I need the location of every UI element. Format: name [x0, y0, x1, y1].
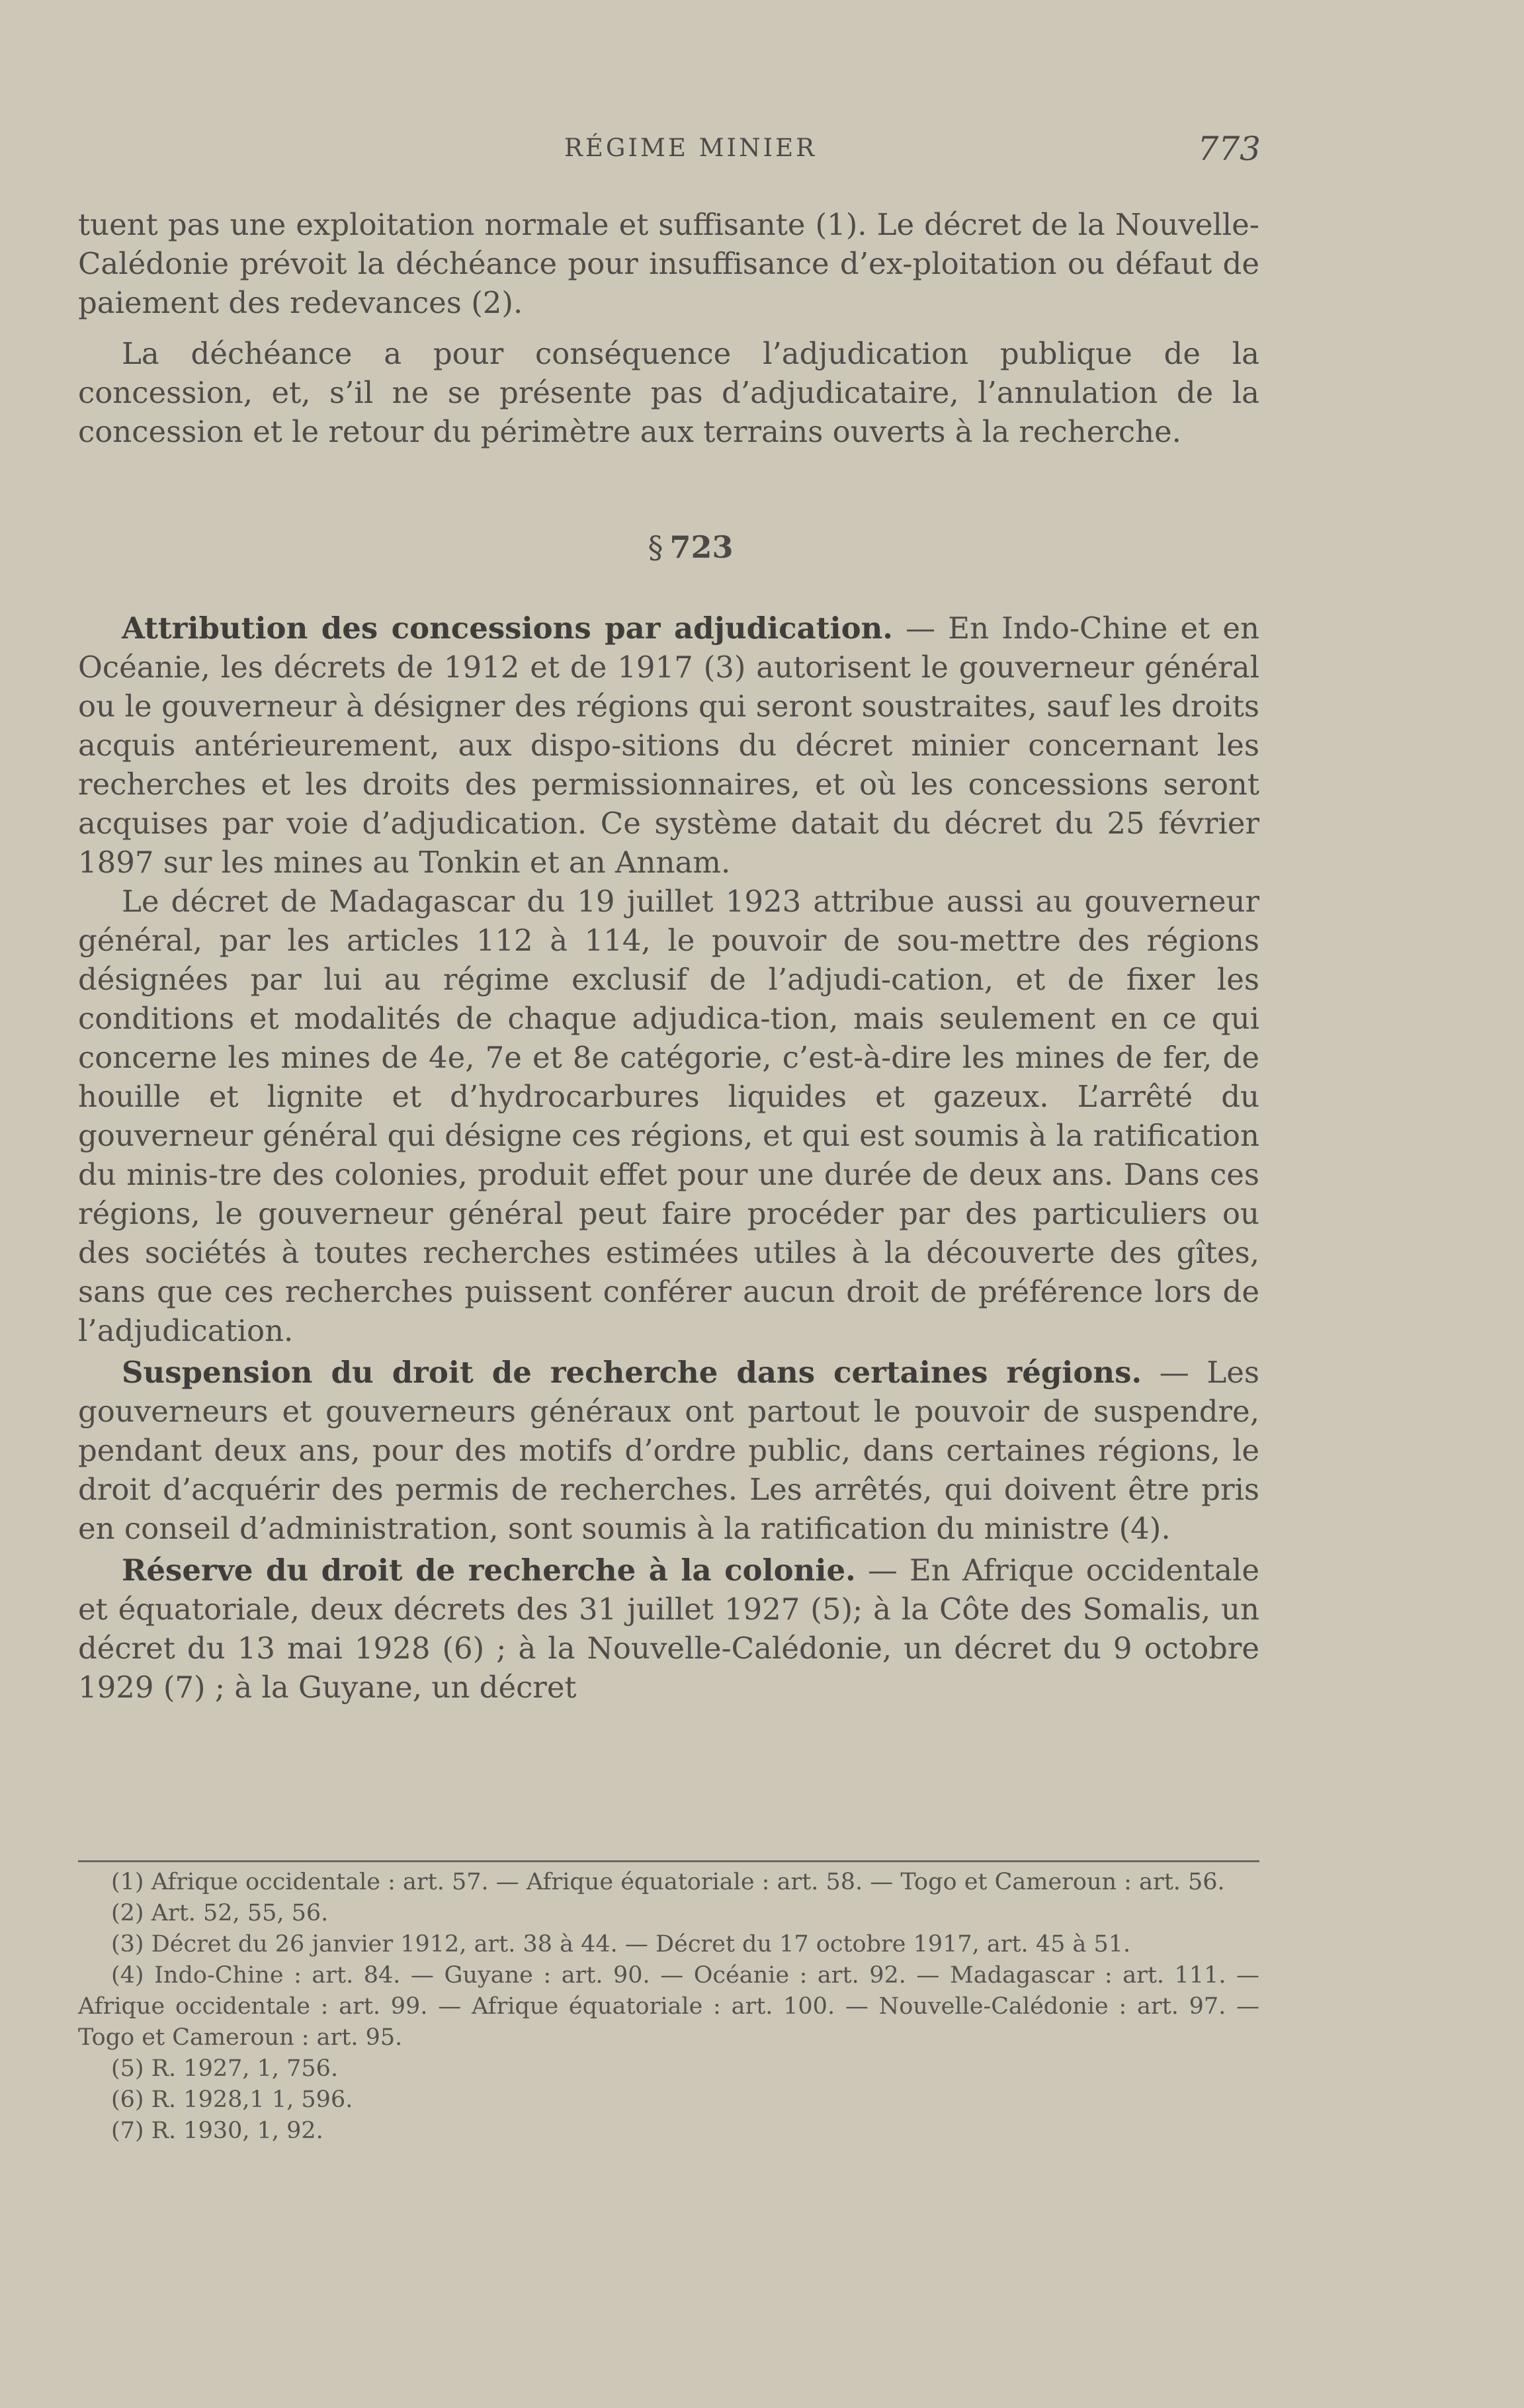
paragraph-madagascar: Le décret de Madagascar du 19 juillet 1923 attribue aussi au gouverneur général, par les articles 112 à 114, le pouvoir de sou-mettre des régions désignées par lui au régime exclusif de l’adjudi-cation, et de fixer les conditions et modalités de chaque adjudica-tion, mais seulement en ce qui concerne les mines de 4e, 7e et 8e catégorie, c’est-à-dire les mines de fer, de houille et lignite et d’hydrocarbures liquides et gazeux. L’arrêté du gouverneur général qui désigne ces régions, et qui est soumis à la ratification du minis-tre des colonies, produit effet pour une durée de deux ans. Dans ces régions, le gouverneur général peut faire procéder par des particuliers ou des sociétés à toutes recherches estimées utiles à la découverte des gîtes, sans que ces recherches puissent conférer aucun droit de préférence lors de l’adjudication.: [78, 884, 1259, 1348]
footnote-2: (2) Art. 52, 55, 56.: [111, 1900, 329, 1926]
footnote-4: (4) Indo-Chine : art. 84. — Guyane : art. 90. — Océanie : art. 92. — Madagascar : art. 111. — Afrique occidentale : art. 99. — Afrique équatoriale : art. 100. — Nouvelle-Calédonie : art. 97. — Togo et Cameroun : art. 95.: [78, 1962, 1259, 2051]
paragraph-attribution-text: — En Indo-Chine et en Océanie, les décrets de 1912 et de 1917 (3) autorisent le gouverneur général ou le gouverneur à désigner des régions qui seront soustraites, sauf les droits acquis antérieurement, aux dispo-sitions du décret minier concernant les recherches et les droits des permissionnaires, et où les concessions seront acquises par voie d’adjudication. Ce système datait du décret du 25 février 1897 sur les mines au Tonkin et an Annam.: [78, 611, 1259, 880]
paragraph-reserve-text: — En Afrique occidentale et équatoriale, deux décrets des 31 juillet 1927 (5); à la Côte des Somalis, un décret du 13 mai 1928 (6) ; à la Nouvelle-Calédonie, un décret du 9 octobre 1929 (7) ; à la Guyane, un décret: [78, 1553, 1259, 1705]
continuation-text: [78, 205, 1259, 451]
paragraph-suspension: [78, 1353, 1259, 1548]
paragraph-suspension-text: — Les gouverneurs et gouverneurs généraux ont partout le pouvoir de suspendre, pendant deux ans, pour des motifs d’ordre public, dans certaines régions, le droit d’acquérir des permis de recherches. Les arrêtés, qui doivent être pris en conseil d’administration, sont soumis à la ratification du ministre (4).: [78, 1355, 1260, 1546]
page-number: 773: [1197, 130, 1261, 168]
section-number: 723: [669, 529, 734, 565]
footnote-1: (1) Afrique occidentale : art. 57. — Afrique équatoriale : art. 58. — Togo et Cameroun : art. 56.: [111, 1869, 1225, 1895]
run-in-heading-reserve: Réserve du droit de recherche à la colonie.: [122, 1553, 856, 1588]
running-title: RÉGIME MINIER: [564, 134, 818, 162]
paragraph-decheance: La déchéance a pour conséquence l’adjudication publique de la concession, et, s’il ne se présente pas d’adjudicataire, l’annulation de la concession et le retour du périmètre aux terrains ouverts à la recherche.: [78, 336, 1259, 449]
section-body: [78, 609, 1259, 1707]
run-in-heading-suspension: Suspension du droit de recherche dans certaines régions.: [122, 1355, 1142, 1390]
footnote-6: (6) R. 1928,1 1, 596.: [111, 2086, 353, 2113]
paragraph-attribution: [78, 609, 1259, 882]
footnotes: [78, 1867, 1259, 2147]
footnote-7: (7) R. 1930, 1, 92.: [111, 2118, 323, 2144]
footnote-5: (5) R. 1927, 1, 756.: [111, 2055, 339, 2082]
paragraph-reserve: [78, 1551, 1259, 1707]
paragraph-continuation: tuent pas une exploitation normale et suffisante (1). Le décret de la Nouvelle-Calédonie prévoit la déchéance pour insuffisance d’ex-ploitation ou défaut de paiement des redevances (2).: [78, 207, 1259, 320]
footnote-divider: [78, 1860, 1259, 1862]
footnote-3: (3) Décret du 26 janvier 1912, art. 38 à 44. — Décret du 17 octobre 1917, art. 45 à 51.: [111, 1931, 1131, 1957]
section-symbol: §: [648, 529, 663, 565]
run-in-heading-attribution: Attribution des concessions par adjudication.: [122, 611, 893, 646]
section-heading: [0, 529, 1381, 565]
